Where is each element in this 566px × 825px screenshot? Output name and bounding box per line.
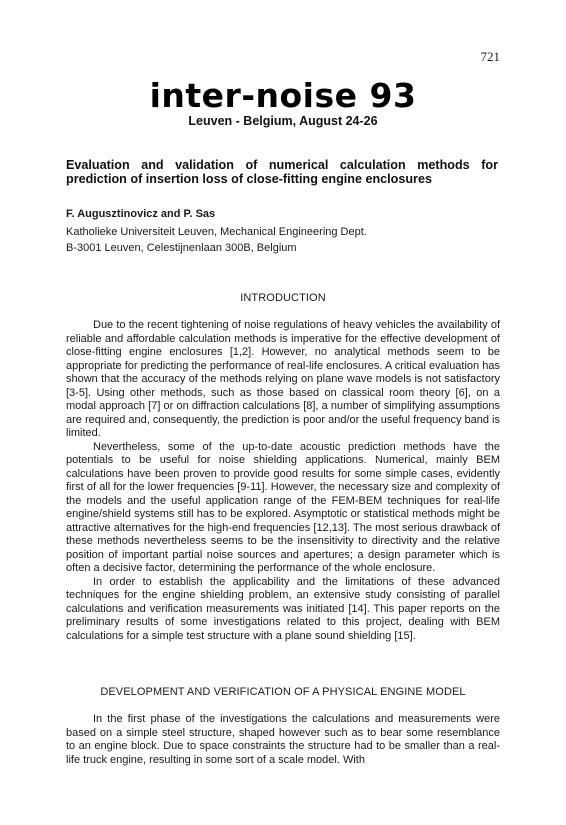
section-heading-development: DEVELOPMENT AND VERIFICATION OF A PHYSICAL ENGINE MODEL: [100, 686, 466, 698]
paper-authors: F. Augusztinovicz and P. Sas: [66, 208, 216, 220]
paper-title-line-1: Evaluation and validation of numerical calculation methods for: [66, 158, 498, 172]
paragraph: Due to the recent tightening of noise regulations of heavy vehicles the availability of reliable and affordable calculation methods is imperative for the effective development of close-fitting engine enclosures [1,2]. However, no analytical methods seem to be appropriate for predicting the performance of real-life enclosures. A critical evaluation has shown that the accuracy of the methods relying on plane wave models is not satisfactory [3-5]. Using other methods, such as those based on classical room theory [6], on a modal approach [7] or on diffraction calculations [8], a number of simplifying assumptions are required and, consequently, the prediction is poor and/or the useful frequency band is limited.: [66, 319, 500, 439]
page-number: 721: [480, 49, 500, 64]
introduction-body: [66, 319, 500, 643]
author-affiliation: [66, 225, 367, 256]
conference-subtitle: Leuven - Belgium, August 24-26: [188, 114, 378, 128]
affiliation-line-2: B-3001 Leuven, Celestijnenlaan 300B, Belgium: [66, 241, 297, 254]
paragraph: In order to establish the applicability and the limitations of these advanced techniques for the engine shielding problem, an extensive study consisting of parallel calculations and verification measurements was initiated [14]. This paper reports on the preliminary results of some investigations related to this project, dealing with BEM calculations for a simple test structure with a plane sound shielding [15].: [66, 575, 500, 642]
paper-title: [66, 159, 498, 186]
conference-title: inter-noise 93: [149, 76, 417, 115]
paper-title-line-2: prediction of insertion loss of close-fitting engine enclosures: [66, 171, 432, 186]
paragraph: Nevertheless, some of the up-to-date acoustic prediction methods have the potentials to be useful for noise shielding applications. Numerical, mainly BEM calculations have been proven to provide good results for some simple cases, evidently first of all for the lower frequencies [9-11]. However, the necessary size and complexity of the models and the useful application range of the FEM-BEM techniques for real-life engine/shield systems still has to be explored. Asymptotic or statistical methods might be attractive alternatives for the high-end frequencies [12,13]. The most serious drawback of these methods nevertheless seems to be the insensitivity to directivity and the relative position of important partial noise sources and apertures; a design parameter which is often a decisive factor, determining the performance of the whole enclosure.: [66, 440, 500, 574]
development-body: [66, 713, 500, 767]
affiliation-line-1: Katholieke Universiteit Leuven, Mechanical Engineering Dept.: [66, 226, 367, 238]
conference-masthead: [0, 76, 566, 128]
paragraph: In the first phase of the investigations the calculations and measurements were based on a simple steel structure, shaped however such as to bear some resemblance to an engine block. Due to space constraints the structure had to be smaller than a real-life truck engine, resulting in some sort of a scale model. With: [66, 713, 500, 766]
section-heading-introduction: INTRODUCTION: [240, 292, 326, 304]
